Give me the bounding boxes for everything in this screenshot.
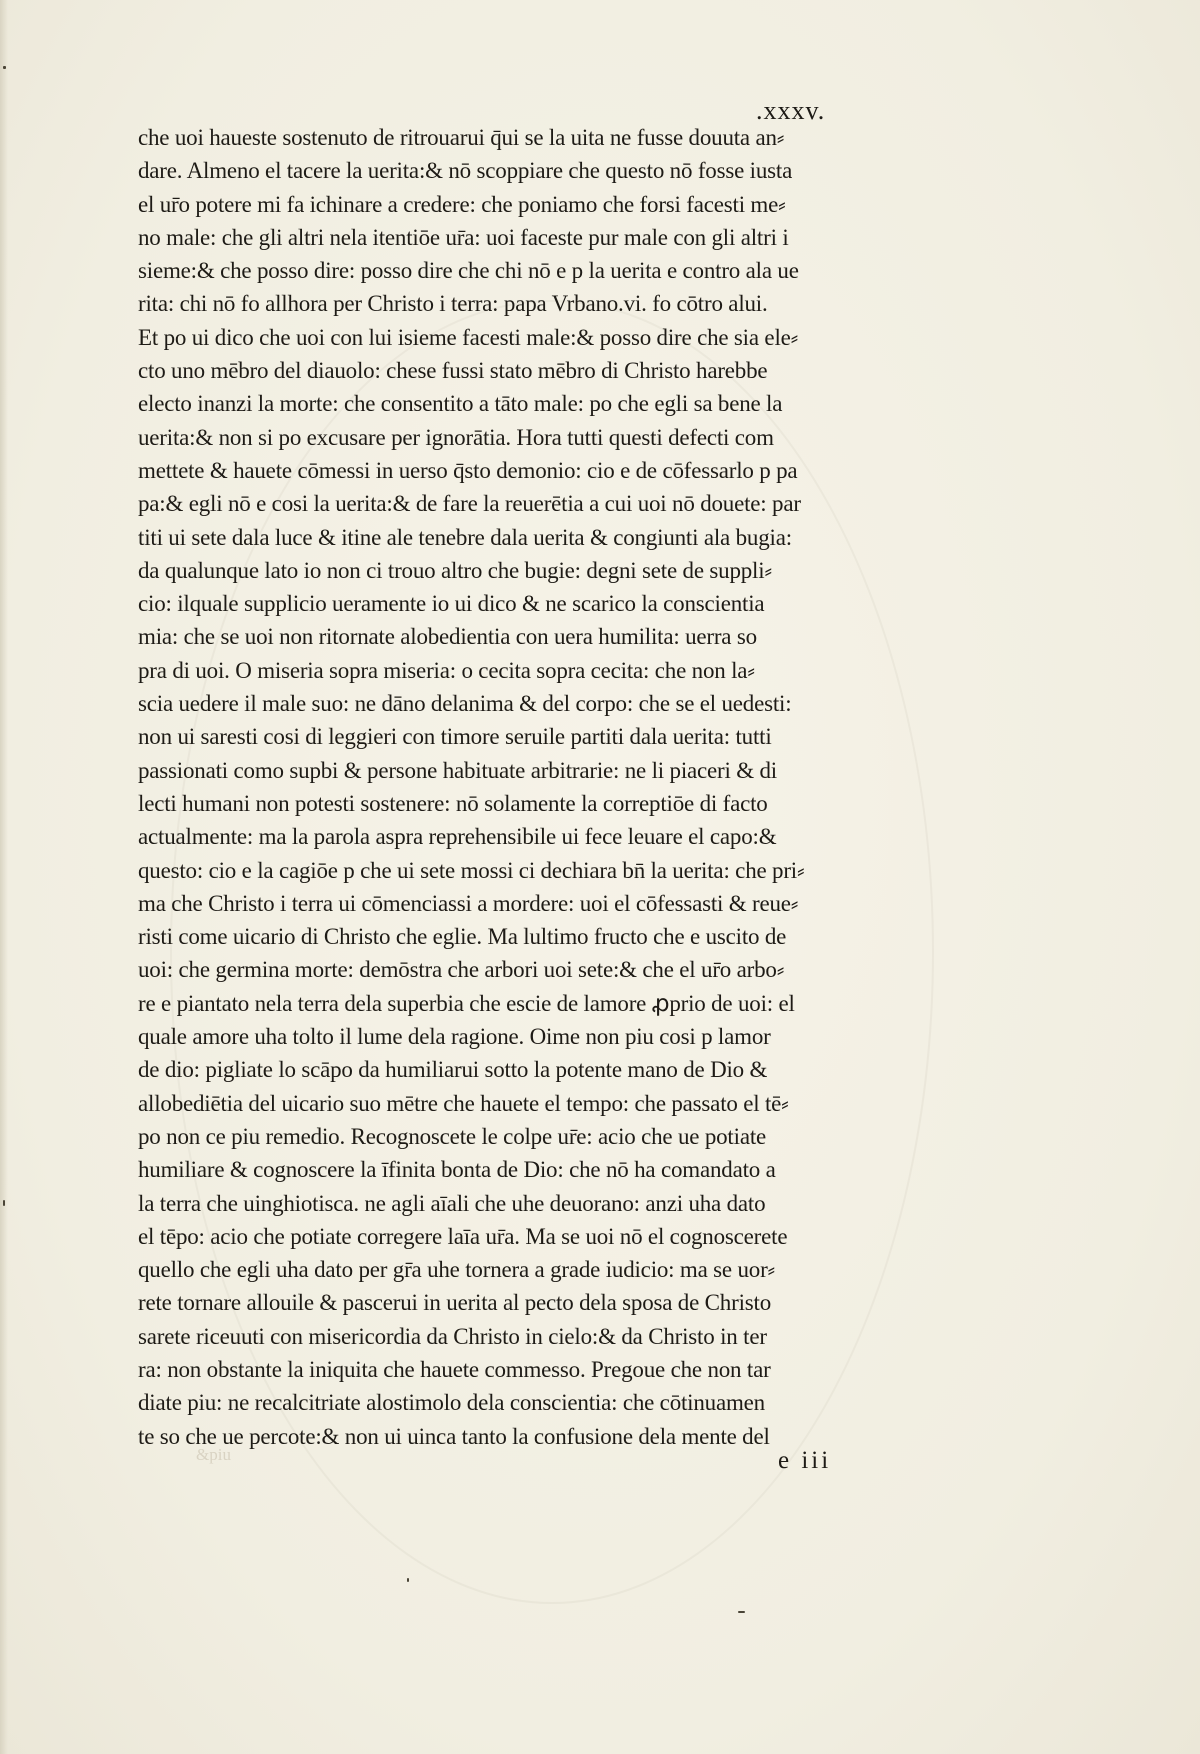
text-line: no male: che gli altri nela itentiōe ur̄a: uoi faceste pur male con gli altri i [138,224,789,250]
text-line: risti come uicario di Christo che eglie. Ma lultimo fructo che e uscito de [138,924,787,950]
text-line: pra di uoi. O miseria sopra miseria: o cecita sopra cecita: che non la⸗ [138,657,755,683]
text-line: electo inanzi la morte: che consentito a tāto male: po che egli sa bene la [138,391,783,417]
text-line: ra: non obstante la iniquita che hauete commesso. Pregoue che non tar [138,1356,771,1382]
text-line: actualmente: ma la parola aspra reprehensibile ui fece leuare el capo:& [138,824,777,850]
paper-speck [407,1578,409,1582]
text-line: rete tornare allouile & pascerui in uerita al pecto dela sposa de Christo [138,1290,771,1316]
page-edge-shadow [0,0,8,1754]
text-column [138,121,908,1453]
text-line: mettete & hauete cōmessi in uerso q̄sto demonio: cio e de cōfessarlo p pa [138,457,798,483]
text-line: che uoi haueste sostenuto de ritrouarui q̄ui se la uita ne fusse douuta an⸗ [138,125,785,150]
text-line: questo: cio e la cagiōe p che ui sete mossi ci dechiara bn̄ la uerita: che pri⸗ [138,857,805,883]
text-line: quello che egli uha dato per gr̄a uhe tornera a grade iudicio: ma se uor⸗ [138,1257,776,1283]
text-line: la terra che uinghiotisca. ne agli aīali che uhe deuorano: anzi uha dato [138,1190,766,1216]
text-line: da qualunque lato io non ci trouo altro che bugie: degni sete de suppli⸗ [138,557,772,583]
text-line: humiliare & cognoscere la īfinita bonta de Dio: che nō ha comandato a [138,1157,776,1183]
text-line: pa:& egli nō e cosi la uerita:& de fare la reuerētia a cui uoi nō douete: par [138,491,801,517]
faint-show-through-mark: &piu [196,1445,231,1464]
text-line: el tēpo: acio che potiate corregere laīa ur̄a. Ma se uoi nō el cognoscerete [138,1223,788,1249]
text-line: po non ce piu remedio. Recognoscete le colpe ur̄e: acio che ue potiate [138,1123,767,1149]
text-line: sarete riceuuti con misericordia da Christo in cielo:& da Christo in ter [138,1323,767,1349]
text-line: te so che ue percote:& non ui uinca tanto la confusione dela mente del [138,1423,770,1449]
text-line: scia uedere il male suo: ne dāno delanima & del corpo: che se el uedesti: [138,691,792,717]
text-line: sieme:& che posso dire: posso dire che chi nō e p la uerita e contro ala ue [138,258,799,284]
text-line: quale amore uha tolto il lume dela ragione. Oime non piu cosi p lamor [138,1024,771,1050]
text-line: diate piu: ne recalcitriate alostimolo dela conscientia: che cōtinuamen [138,1390,765,1416]
folio-number: .xxxv. [756,96,826,125]
text-line: titi ui sete dala luce & itine ale tenebre dala uerita & congiunti ala bugia: [138,524,792,550]
text-line: re e piantato nela terra dela superbia che escie de lamore ꝓprio de uoi: el [138,990,795,1016]
text-line: mia: che se uoi non ritornate alobedientia con uera humilita: uerra so [138,624,757,650]
text-line: dare. Almeno el tacere la uerita:& nō scoppiare che questo nō fosse iusta [138,158,793,184]
text-line: ma che Christo i terra ui cōmenciassi a mordere: uoi el cōfessasti & reue⸗ [138,890,799,916]
text-line: uerita:& non si po excusare per ignorātia. Hora tutti questi defecti com [138,424,774,450]
text-line: cio: ilquale supplicio ueramente io ui dico & ne scarico la conscientia [138,591,765,617]
text-line: rita: chi nō fo allhora per Christo i terra: papa Vrbano.vi. fo cōtro alui. [138,291,768,317]
text-line: el ur̄o potere mi fa ichinare a credere: che poniamo che forsi facesti me⸗ [138,191,786,217]
text-line: passionati como supbi & persone habituate arbitrarie: ne li piaceri & di [138,757,777,783]
paper-speck [3,1200,5,1206]
paper-speck [3,66,6,69]
text-line: de dio: pigliate lo scāpo da humiliarui sotto la potente mano de Dio & [138,1057,768,1083]
text-line: lecti humani non potesti sostenere: nō solamente la correptiōe di facto [138,790,768,816]
text-line: Et po ui dico che uoi con lui isieme facesti male:& posso dire che sia ele⸗ [138,324,799,350]
text-line: non ui saresti cosi di leggieri con timore seruile partiti dala uerita: tutti [138,724,772,750]
text-line: cto uno mēbro del diauolo: chese fussi stato mēbro di Christo harebbe [138,358,768,384]
paper-speck [738,1611,745,1613]
text-line: allobediētia del uicario suo mētre che hauete el tempo: che passato el tē⸗ [138,1090,789,1116]
text-line: uoi: che germina morte: demōstra che arbori uoi sete:& che el ur̄o arbo⸗ [138,957,785,983]
signature-mark: e iii [778,1447,832,1474]
